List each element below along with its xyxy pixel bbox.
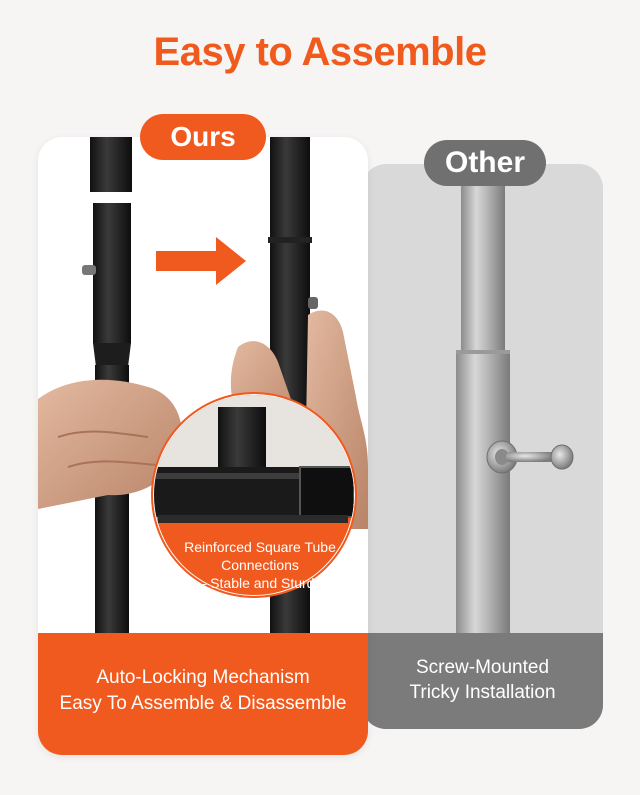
callout-line-1: Reinforced Square Tube — [184, 539, 336, 555]
other-caption — [362, 633, 603, 729]
ours-caption-line-2: Easy To Assemble & Disassemble — [59, 693, 347, 714]
other-label-badge: Other — [424, 140, 546, 186]
ours-comparison-panel — [38, 137, 368, 755]
reinforced-tube-callout — [160, 538, 360, 592]
ours-caption — [38, 633, 368, 755]
callout-line-2: Connections — [221, 557, 299, 573]
callout-line-3: – Stable and Sturdy — [198, 575, 322, 591]
other-comparison-panel — [362, 164, 603, 729]
page-title: Easy to Assemble — [153, 30, 487, 74]
other-caption-line-1: Screw-Mounted — [415, 657, 550, 678]
other-caption-line-2: Tricky Installation — [409, 682, 556, 703]
ours-caption-line-1: Auto-Locking Mechanism — [96, 667, 310, 688]
ours-label-badge: Ours — [140, 114, 266, 160]
